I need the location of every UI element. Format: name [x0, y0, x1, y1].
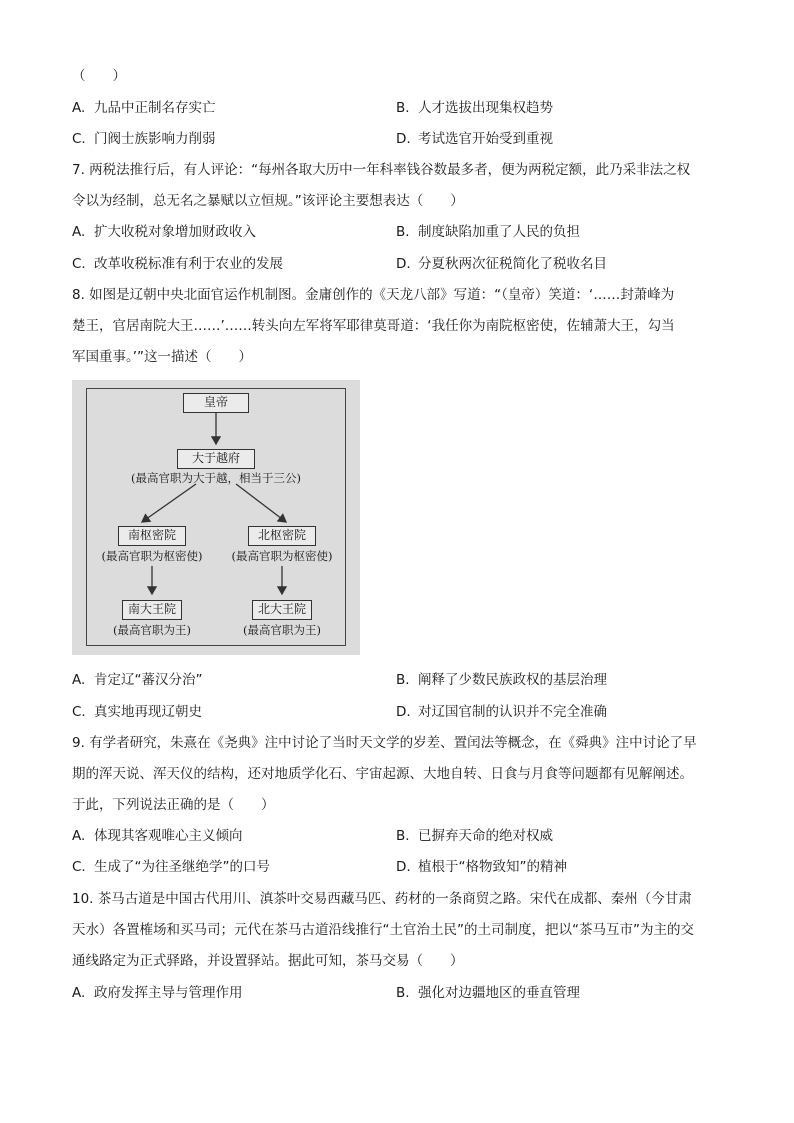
option-text: 阐释了少数民族政权的基层治理 — [418, 672, 607, 688]
option-text: 生成了“为往圣继绝学”的口号 — [94, 859, 270, 875]
q8-stem-line-1: 8. 如图是辽朝中央北面官运作机制图。金庸创作的《天龙八部》写道：“（皇帝）笑道：‘……封萧峰为 — [72, 287, 675, 303]
q6-option-a — [72, 98, 216, 118]
q10-stem-line-2: 天水）各置榷场和买马司；元代在茶马古道沿线推行“土官治土民”的土司制度，把以“茶马互市”为主的交 — [72, 922, 694, 938]
option-label: D. — [396, 859, 411, 875]
q10-stem-line-3: 通线路定为正式驿路，并设置驿站。据此可知，茶马交易（ ） — [72, 953, 464, 969]
q7-option-a — [72, 222, 256, 242]
top-office-note: (最高官职为大于越，相当于三公) — [131, 471, 301, 485]
north-council-note: (最高官职为枢密使) — [231, 549, 333, 563]
option-text: 政府发挥主导与管理作用 — [94, 985, 243, 1001]
option-label: A. — [72, 985, 86, 1001]
emperor-box: 皇帝 — [183, 393, 249, 413]
option-text: 九品中正制名存实亡 — [94, 100, 216, 116]
q6-option-c — [72, 129, 216, 149]
arrow-top-to-north-council — [236, 484, 286, 522]
diagram-arrows — [72, 380, 360, 655]
option-label: C. — [72, 859, 86, 875]
option-label: B. — [396, 100, 410, 116]
north-king-note: (最高官职为王) — [243, 623, 321, 637]
arrow-top-to-south-council — [142, 484, 196, 522]
option-text: 真实地再现辽朝史 — [94, 704, 202, 720]
option-label: C. — [72, 256, 86, 272]
q8-option-c — [72, 702, 202, 722]
option-label: D. — [396, 704, 411, 720]
option-label: B. — [396, 828, 410, 844]
option-label: B. — [396, 672, 410, 688]
option-text: 已摒弃天命的绝对权威 — [418, 828, 553, 844]
south-council-note: (最高官职为枢密使) — [101, 549, 203, 563]
q8-stem-line-3: 军国重事。’”这一描述（ ） — [72, 349, 253, 365]
q8-option-d — [396, 702, 607, 722]
q9-stem-line-1: 9. 有学者研究，朱熹在《尧典》注中讨论了当时天文学的岁差、置闰法等概念，在《舜典》注中讨论了早 — [72, 735, 697, 751]
q8-stem-line-2: 楚王，官居南院大王……’……转头向左军将军耶律莫哥道：‘我任你为南院枢密使，佐辅萧大王，勾当 — [72, 318, 675, 334]
option-label: A. — [72, 672, 86, 688]
q9-option-b — [396, 826, 553, 846]
q6-option-b — [396, 98, 553, 118]
option-label: B. — [396, 224, 410, 240]
q8-option-a — [72, 670, 203, 690]
option-text: 制度缺陷加重了人民的负担 — [418, 224, 580, 240]
option-text: 扩大收税对象增加财政收入 — [94, 224, 256, 240]
option-label: A. — [72, 100, 86, 116]
q9-stem-line-3: 于此，下列说法正确的是（ ） — [72, 797, 275, 813]
q7-option-c — [72, 254, 283, 274]
north-king-box: 北大王院 — [252, 600, 312, 620]
option-label: B. — [396, 985, 410, 1001]
option-text: 分夏秋两次征税简化了税收名目 — [418, 256, 607, 272]
option-label: A. — [72, 828, 86, 844]
q10-stem-line-1: 10. 茶马古道是中国古代用川、滇茶叶交易西藏马匹、药材的一条商贸之路。宋代在成都、秦州（今甘肃 — [72, 891, 692, 907]
q6-option-d — [396, 129, 553, 149]
q7-option-d — [396, 254, 607, 274]
q7-stem-line-2: 令以为经制，总无名之暴赋以立恒规。”该评论主要想表达（ ） — [72, 193, 464, 209]
south-king-note: (最高官职为王) — [113, 623, 191, 637]
option-text: 体现其客观唯心主义倾向 — [94, 828, 243, 844]
option-text: 门阀士族影响力削弱 — [94, 131, 216, 147]
option-text: 强化对边疆地区的垂直管理 — [418, 985, 580, 1001]
q9-option-a — [72, 826, 243, 846]
q7-stem-line-1: 7. 两税法推行后，有人评论：“每州各取大历中一年科率钱谷数最多者，便为两税定额，此乃采非法之权 — [72, 162, 691, 178]
option-text: 对辽国官制的认识并不完全准确 — [418, 704, 607, 720]
top-office-box: 大于越府 — [177, 449, 255, 469]
option-text: 人才选拔出现集权趋势 — [418, 100, 553, 116]
q10-option-b — [396, 983, 580, 1003]
option-text: 改革收税标准有利于农业的发展 — [94, 256, 283, 272]
option-label: D. — [396, 131, 411, 147]
liao-government-diagram — [72, 380, 360, 655]
q8-option-b — [396, 670, 607, 690]
south-king-box: 南大王院 — [122, 600, 182, 620]
option-text: 肯定辽“蕃汉分治” — [94, 672, 203, 688]
option-label: A. — [72, 224, 86, 240]
option-label: D. — [396, 256, 411, 272]
option-label: C. — [72, 704, 86, 720]
south-council-box: 南枢密院 — [118, 526, 186, 546]
q6-stem-tail: （ ） — [72, 68, 126, 84]
option-text: 考试选官开始受到重视 — [418, 131, 553, 147]
q10-option-a — [72, 983, 243, 1003]
q9-option-c — [72, 857, 270, 877]
q7-option-b — [396, 222, 580, 242]
option-label: C. — [72, 131, 86, 147]
north-council-box: 北枢密院 — [248, 526, 316, 546]
q9-stem-line-2: 期的浑天说、浑天仪的结构，还对地质学化石、宇宙起源、大地自转、日食与月食等问题都有见解阐述。 — [72, 766, 693, 782]
option-text: 植根于“格物致知”的精神 — [418, 859, 567, 875]
q9-option-d — [396, 857, 567, 877]
